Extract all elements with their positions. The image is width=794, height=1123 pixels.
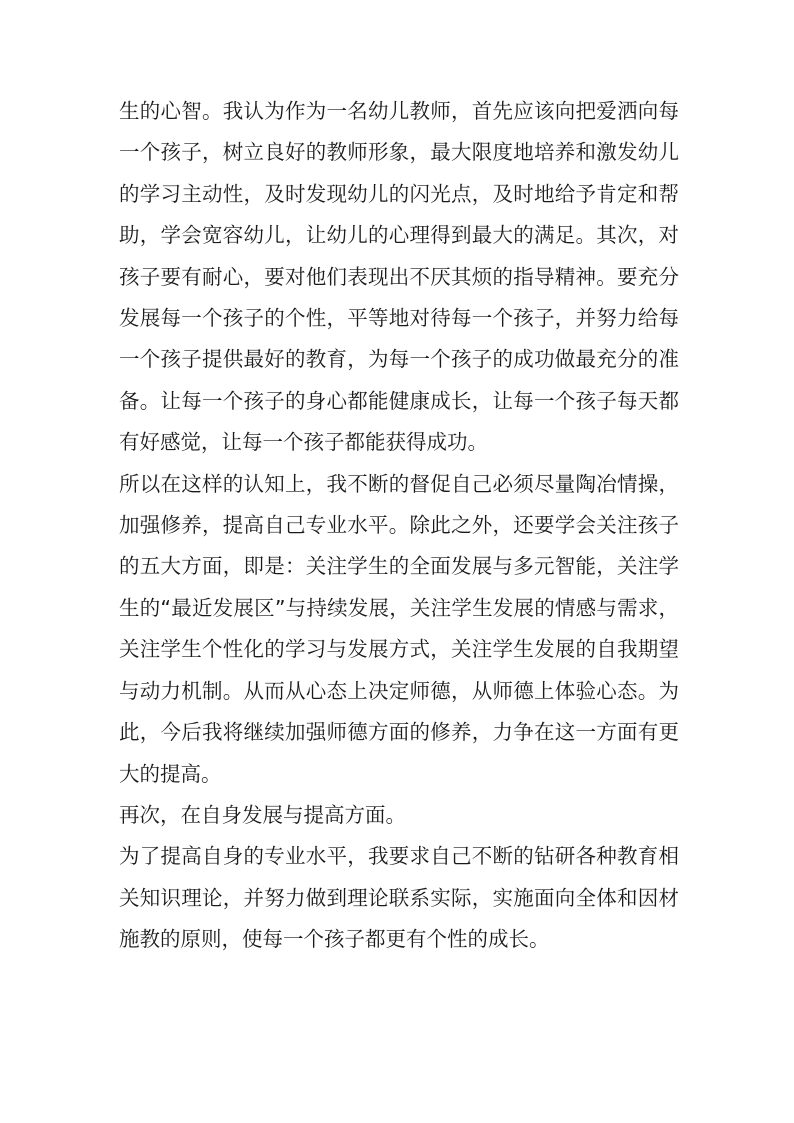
paragraph-1: 生的心智。我认为作为一名幼儿教师，首先应该向把爱洒向每一个孩子，树立良好的教师形象，最大限度地培养和激发幼儿的学习主动性，及时发现幼儿的闪光点，及时地给予肯定和帮助，学会宽容幼儿，让幼儿的心理得到最大的满足。其次，对孩子要有耐心，要对他们表现出不厌其烦的指导精神。要充分发展每一个孩子的个性，平等地对待每一个孩子，并努力给每一个孩子提供最好的教育，为每一个孩子的成功做最充分的准备。让每一个孩子的身心都能健康成长，让每一个孩子每天都有好感觉，让每一个孩子都能获得成功。 bbox=[119, 99, 679, 455]
paragraph-3: 再次，在自身发展与提高方面。 bbox=[119, 802, 406, 827]
paragraph-2: 所以在这样的认知上，我不断的督促自己必须尽量陶冶情操，加强修养，提高自己专业水平。除此之外，还要学会关注孩子的五大方面，即是：关注学生的全面发展与多元智能，关注学生的“最近发展区”与持续发展，关注学生发展的情感与需求，关注学生个性化的学习与发展方式，关注学生发展的自我期望与动力机制。从而从心态上决定师德，从师德上体验心态。为此，今后我将继续加强师德方面的修养，力争在这一方面有更大的提高。 bbox=[119, 471, 679, 786]
document-body bbox=[119, 91, 679, 961]
paragraph-4: 为了提高自身的专业水平，我要求自己不断的钻研各种教育相关知识理论，并努力做到理论联系实际，实施面向全体和因材施教的原则，使每一个孩子都更有个性的成长。 bbox=[119, 844, 679, 952]
